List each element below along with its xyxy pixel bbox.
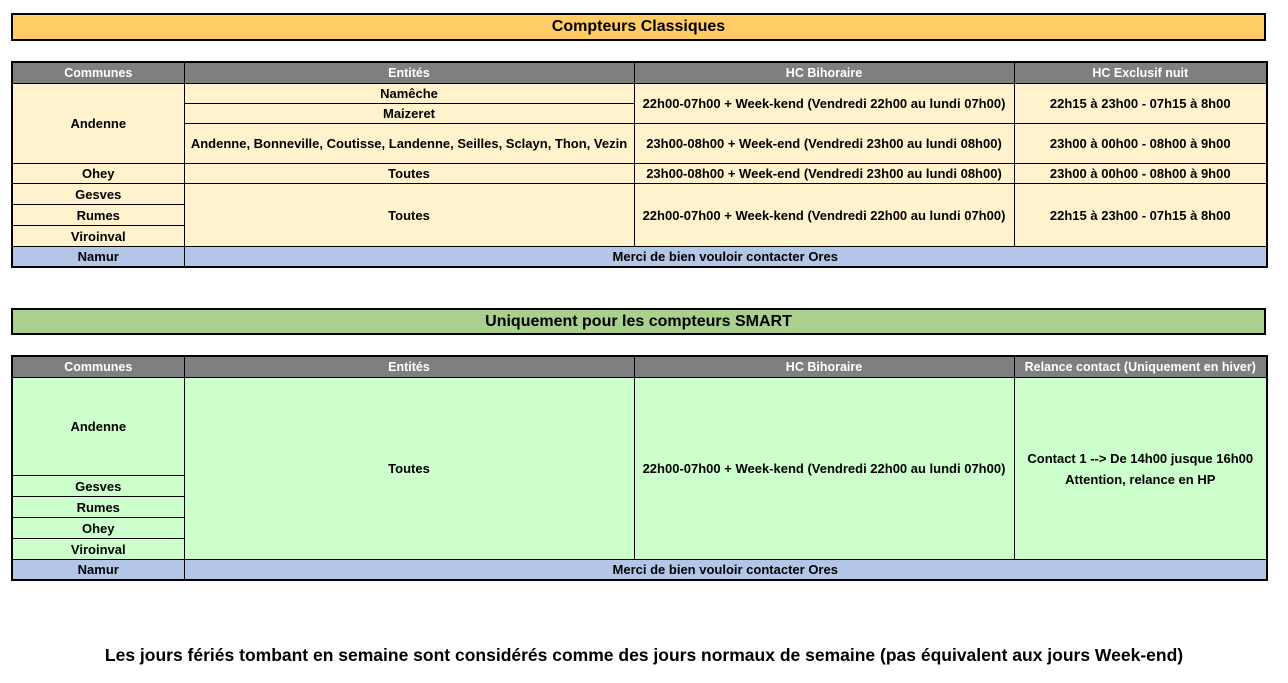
commune-ohey: Ohey [12, 164, 184, 184]
section-title-classiques: Compteurs Classiques [11, 13, 1266, 41]
table-row [12, 560, 1267, 580]
entity-nameche: Namêche [184, 84, 634, 104]
commune-andenne: Andenne [12, 84, 184, 164]
entity-toutes: Toutes [184, 378, 634, 560]
table-row [12, 84, 1267, 104]
namur-message: Merci de bien vouloir contacter Ores [184, 247, 1267, 267]
commune-gesves: Gesves [12, 184, 184, 205]
hc-bihoraire-cell: 23h00-08h00 + Week-end (Vendredi 23h00 au lundi 08h00) [634, 124, 1014, 164]
commune-rumes: Rumes [12, 205, 184, 226]
header-entites: Entités [184, 356, 634, 378]
header-communes: Communes [12, 356, 184, 378]
commune-ohey: Ohey [12, 518, 184, 539]
commune-viroinval: Viroinval [12, 226, 184, 247]
hc-nuit-cell: 23h00 à 00h00 - 08h00 à 9h00 [1014, 164, 1267, 184]
header-communes: Communes [12, 62, 184, 84]
namur-message: Merci de bien vouloir contacter Ores [184, 560, 1267, 580]
header-row [12, 356, 1267, 378]
header-row [12, 62, 1267, 84]
hc-nuit-cell: 22h15 à 23h00 - 07h15 à 8h00 [1014, 84, 1267, 124]
commune-namur: Namur [12, 560, 184, 580]
table-row [12, 164, 1267, 184]
table-row [12, 247, 1267, 267]
relance-contact-cell [1014, 378, 1267, 560]
relance-line-1: Contact 1 --> De 14h00 jusque 16h00 [1027, 450, 1254, 466]
hc-nuit-cell: 22h15 à 23h00 - 07h15 à 8h00 [1014, 184, 1267, 247]
relance-line-2: Attention, relance en HP [1065, 471, 1216, 487]
entity-toutes: Toutes [184, 184, 634, 247]
hc-bihoraire-cell: 23h00-08h00 + Week-end (Vendredi 23h00 au lundi 08h00) [634, 164, 1014, 184]
header-relance-contact: Relance contact (Uniquement en hiver) [1014, 356, 1267, 378]
hc-bihoraire-cell: 22h00-07h00 + Week-kend (Vendredi 22h00 au lundi 07h00) [634, 84, 1014, 124]
table-classiques [11, 61, 1268, 268]
table-smart [11, 355, 1268, 581]
table-row [12, 124, 1267, 164]
hc-nuit-cell: 23h00 à 00h00 - 08h00 à 9h00 [1014, 124, 1267, 164]
table-row [12, 184, 1267, 205]
commune-gesves: Gesves [12, 476, 184, 497]
footer-note: Les jours fériés tombant en semaine sont considérés comme des jours normaux de semaine (pas équivalent aux jours Week-end) [104, 645, 1184, 665]
commune-andenne: Andenne [12, 378, 184, 476]
entity-andenne-list: Andenne, Bonneville, Coutisse, Landenne, Seilles, Sclayn, Thon, Vezin [184, 124, 634, 164]
commune-namur: Namur [12, 247, 184, 267]
header-hc-bihoraire: HC Bihoraire [634, 62, 1014, 84]
hc-bihoraire-cell: 22h00-07h00 + Week-kend (Vendredi 22h00 au lundi 07h00) [634, 378, 1014, 560]
entity-toutes: Toutes [184, 164, 634, 184]
commune-viroinval: Viroinval [12, 539, 184, 560]
table-row [12, 378, 1267, 476]
entity-maizeret: Maizeret [184, 104, 634, 124]
header-hc-bihoraire: HC Bihoraire [634, 356, 1014, 378]
section-title-smart: Uniquement pour les compteurs SMART [11, 308, 1266, 335]
commune-rumes: Rumes [12, 497, 184, 518]
header-hc-exclusif-nuit: HC Exclusif nuit [1014, 62, 1267, 84]
hc-bihoraire-cell: 22h00-07h00 + Week-kend (Vendredi 22h00 au lundi 07h00) [634, 184, 1014, 247]
header-entites: Entités [184, 62, 634, 84]
